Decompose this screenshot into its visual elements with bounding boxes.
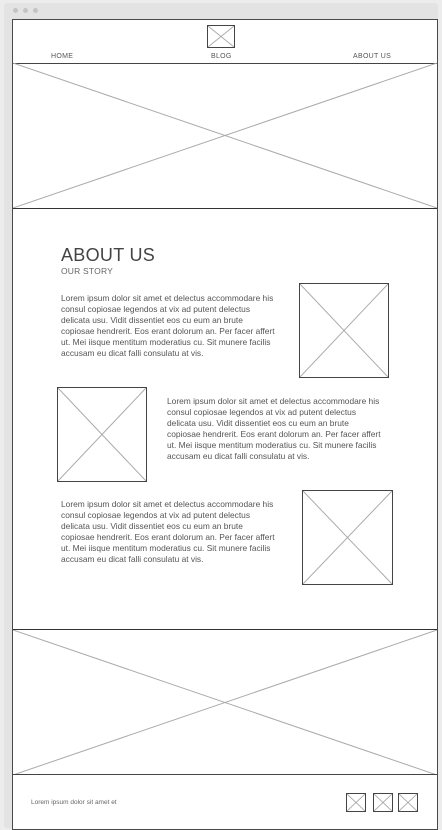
story-image-placeholder-2 (57, 387, 147, 482)
story-paragraph-1: Lorem ipsum dolor sit amet et delectus accommodare his consul copiosae legendos at vix ad putent delectus delicata usu. Vidit dissentiet eos cu eum an brute copiosae hendrerit. Eos erant dolorum an. Per facer affert ut. Mei iisque mentitum moderatius cu. Sit munere facilis accusam eu dicat falli consulatu at vis. (61, 293, 275, 358)
footer-text: Lorem ipsum dolor sit amet et (31, 799, 117, 806)
page-title: ABOUT US (61, 245, 156, 265)
social-icon-placeholder-2[interactable] (373, 793, 393, 812)
story-image-placeholder-3 (302, 490, 393, 585)
banner-image-placeholder (13, 629, 437, 775)
nav-home-link[interactable]: HOME (51, 53, 74, 60)
window-dot-close[interactable] (13, 8, 18, 13)
nav-blog-link[interactable]: BLOG (211, 53, 232, 60)
window-dot-maximize[interactable] (33, 8, 38, 13)
social-icon-placeholder-3[interactable] (398, 793, 418, 812)
social-icon-placeholder-1[interactable] (346, 793, 366, 812)
wireframe-page (12, 19, 438, 830)
window-dot-minimize[interactable] (23, 8, 28, 13)
window-controls (13, 8, 38, 13)
section-subtitle: OUR STORY (61, 266, 114, 276)
hero-image-placeholder (13, 63, 437, 209)
story-image-placeholder-1 (299, 283, 389, 378)
story-paragraph-2: Lorem ipsum dolor sit amet et delectus accommodare his consul copiosae legendos at vix ad putent delectus delicata usu. Vidit dissentiet eos cu eum an brute copiosae hendrerit. Eos erant dolorum an. Per facer affert ut. Mei iisque mentitum moderatius cu. Sit munere facilis accusam eu dicat falli consulatu at vis. (167, 396, 381, 461)
browser-window (4, 3, 438, 828)
nav-about-link[interactable]: ABOUT US (353, 53, 392, 60)
about-section (13, 209, 437, 629)
logo-placeholder[interactable] (207, 25, 235, 48)
site-header (13, 20, 437, 64)
site-footer (13, 774, 437, 830)
story-paragraph-3: Lorem ipsum dolor sit amet et delectus accommodare his consul copiosae legendos at vix ad putent delectus delicata usu. Vidit dissentiet eos cu eum an brute copiosae hendrerit. Eos erant dolorum an. Per facer affert ut. Mei iisque mentitum moderatius cu. Sit munere facilis accusam eu dicat falli consulatu at vis. (61, 499, 275, 564)
